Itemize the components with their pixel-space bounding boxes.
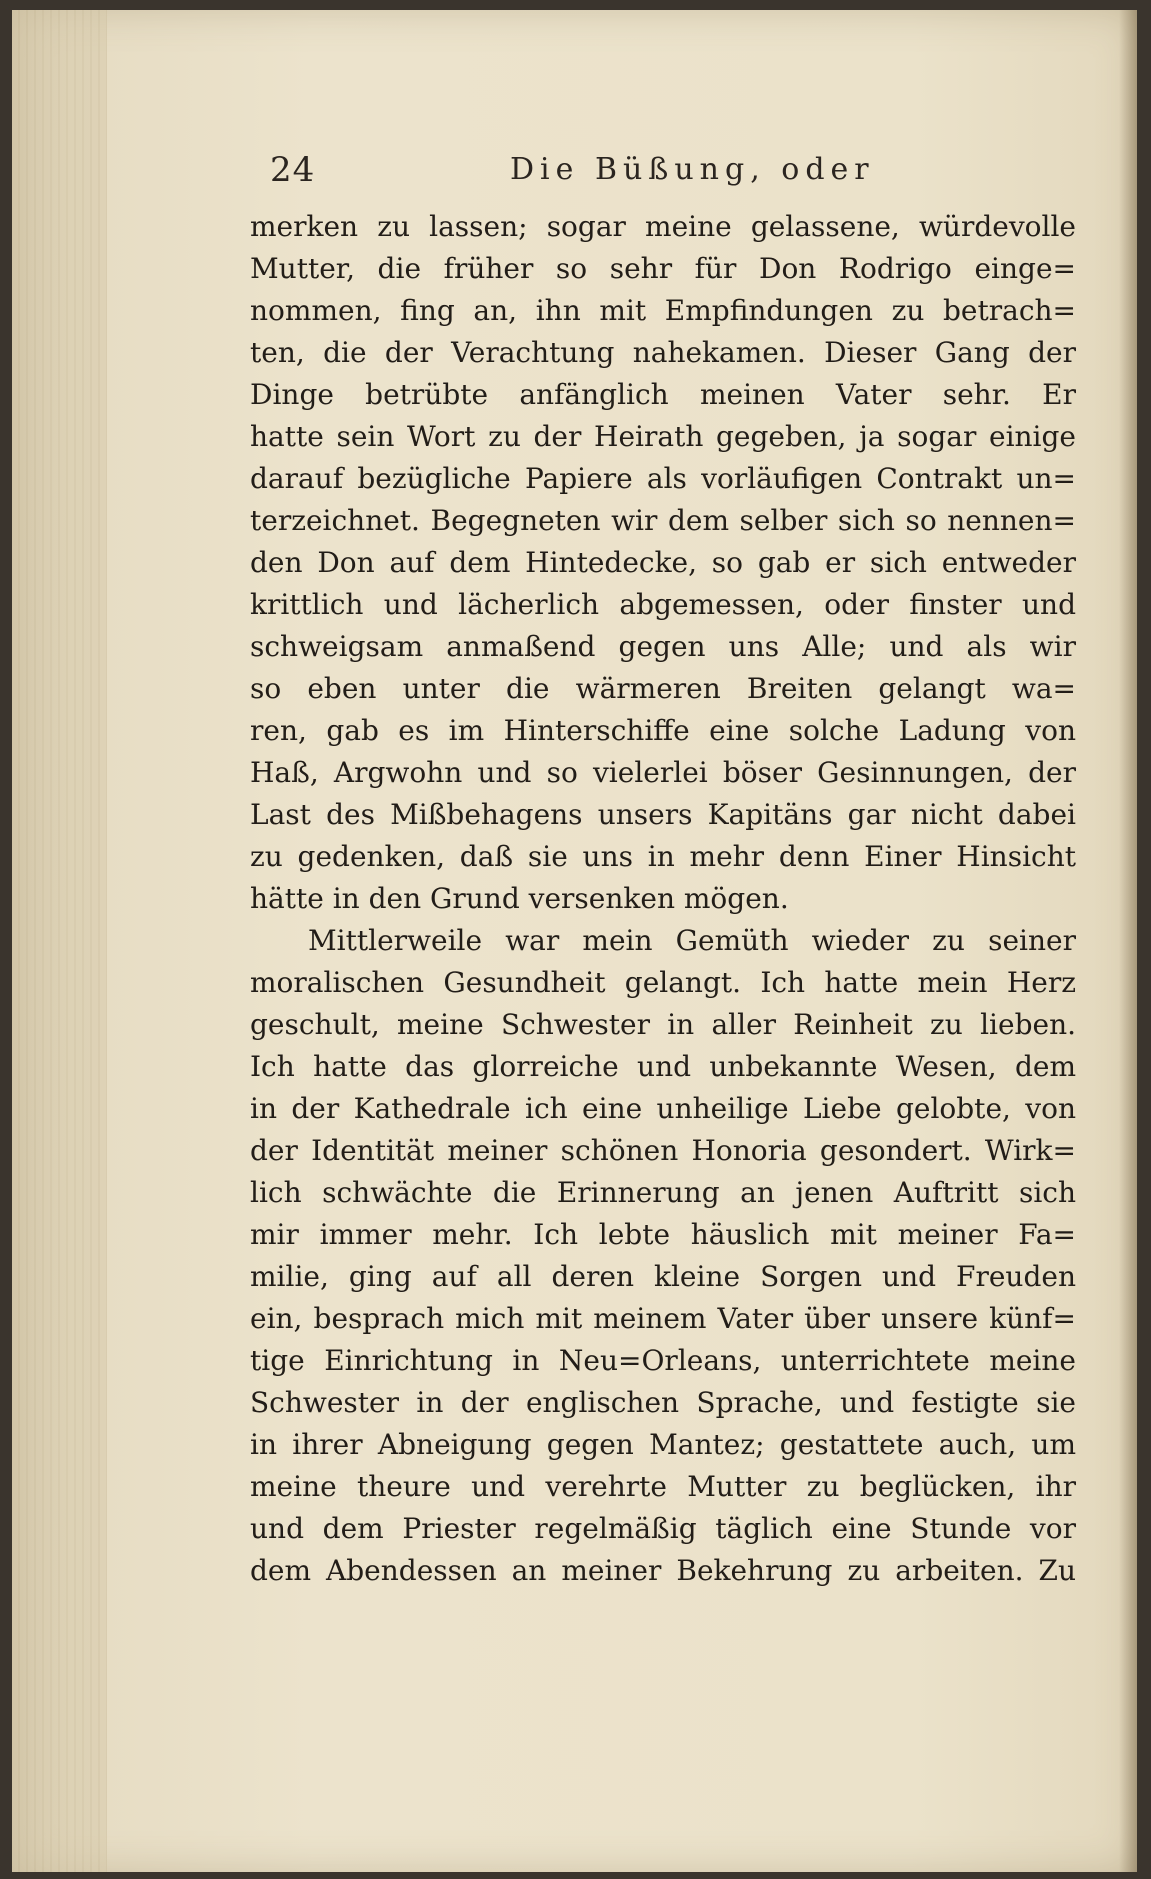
text-line: dem Abendessen an meiner Bekehrung zu arbeiten. Zu: [250, 1554, 1076, 1587]
text-line: milie, ging auf all deren kleine Sorgen und Freuden: [250, 1260, 1076, 1293]
text-line: darauf bezügliche Papiere als vorläufigen Contrakt un=: [250, 462, 1076, 495]
text-line: in ihrer Abneigung gegen Mantez; gestattete auch, um: [250, 1428, 1076, 1461]
text-line: Last des Mißbehagens unsers Kapitäns gar nicht dabei: [250, 798, 1076, 831]
text-line: terzeichnet. Begegneten wir dem selber sich so nennen=: [250, 504, 1076, 537]
text-line: ein, besprach mich mit meinem Vater über unsere künf=: [250, 1302, 1076, 1335]
running-title: Die Büßung, oder: [510, 152, 875, 187]
text-line: krittlich und lächerlich abgemessen, oder finster und: [250, 588, 1076, 621]
text-line: meine theure und verehrte Mutter zu beglücken, ihr: [250, 1470, 1076, 1503]
text-line: schweigsam anmaßend gegen uns Alle; und als wir: [250, 630, 1076, 663]
text-line: in der Kathedrale ich eine unheilige Liebe gelobte, von: [250, 1092, 1076, 1125]
text-line: nommen, fing an, ihn mit Empfindungen zu betrach=: [250, 294, 1076, 327]
paragraph-end-line: hätte in den Grund versenken mögen.: [250, 882, 789, 915]
text-line: Schwester in der englischen Sprache, und festigte sie: [250, 1386, 1076, 1419]
text-line: lich schwächte die Erinnerung an jenen Auftritt sich: [250, 1176, 1076, 1209]
text-line: merken zu lassen; sogar meine gelassene, würdevolle: [250, 210, 1076, 243]
text-line: und dem Priester regelmäßig täglich eine Stunde vor: [250, 1512, 1076, 1545]
page-header: [270, 150, 1070, 200]
text-line: Dinge betrübte anfänglich meinen Vater sehr. Er: [250, 378, 1076, 411]
text-line: Ich hatte das glorreiche und unbekannte Wesen, dem: [250, 1050, 1076, 1083]
text-line: Mutter, die früher so sehr für Don Rodrigo einge=: [250, 252, 1076, 285]
text-line: zu gedenken, daß sie uns in mehr denn Einer Hinsicht: [250, 840, 1076, 873]
page-number: 24: [270, 150, 316, 190]
text-line: den Don auf dem Hintedecke, so gab er sich entweder: [250, 546, 1076, 579]
body-text: [250, 206, 1076, 1592]
text-line: ten, die der Verachtung nahekamen. Dieser Gang der: [250, 336, 1076, 369]
text-line: mir immer mehr. Ich lebte häuslich mit meiner Fa=: [250, 1218, 1076, 1251]
text-line: so eben unter die wärmeren Breiten gelangt wa=: [250, 672, 1076, 705]
paragraph-start-line: Mittlerweile war mein Gemüth wieder zu seiner: [308, 924, 1076, 957]
page-gutter-shadow: [1119, 10, 1137, 1872]
text-line: ren, gab es im Hinterschiffe eine solche Ladung von: [250, 714, 1076, 747]
text-line: hatte sein Wort zu der Heirath gegeben, ja sogar einige: [250, 420, 1076, 453]
text-line: geschult, meine Schwester in aller Reinheit zu lieben.: [250, 1008, 1076, 1041]
text-line: Haß, Argwohn und so vielerlei böser Gesinnungen, der: [250, 756, 1076, 789]
text-line: tige Einrichtung in Neu=Orleans, unterrichtete meine: [250, 1344, 1076, 1377]
page-stack-edge: [12, 10, 107, 1872]
text-line: moralischen Gesundheit gelangt. Ich hatte mein Herz: [250, 966, 1076, 999]
text-line: der Identität meiner schönen Honoria gesondert. Wirk=: [250, 1134, 1076, 1167]
